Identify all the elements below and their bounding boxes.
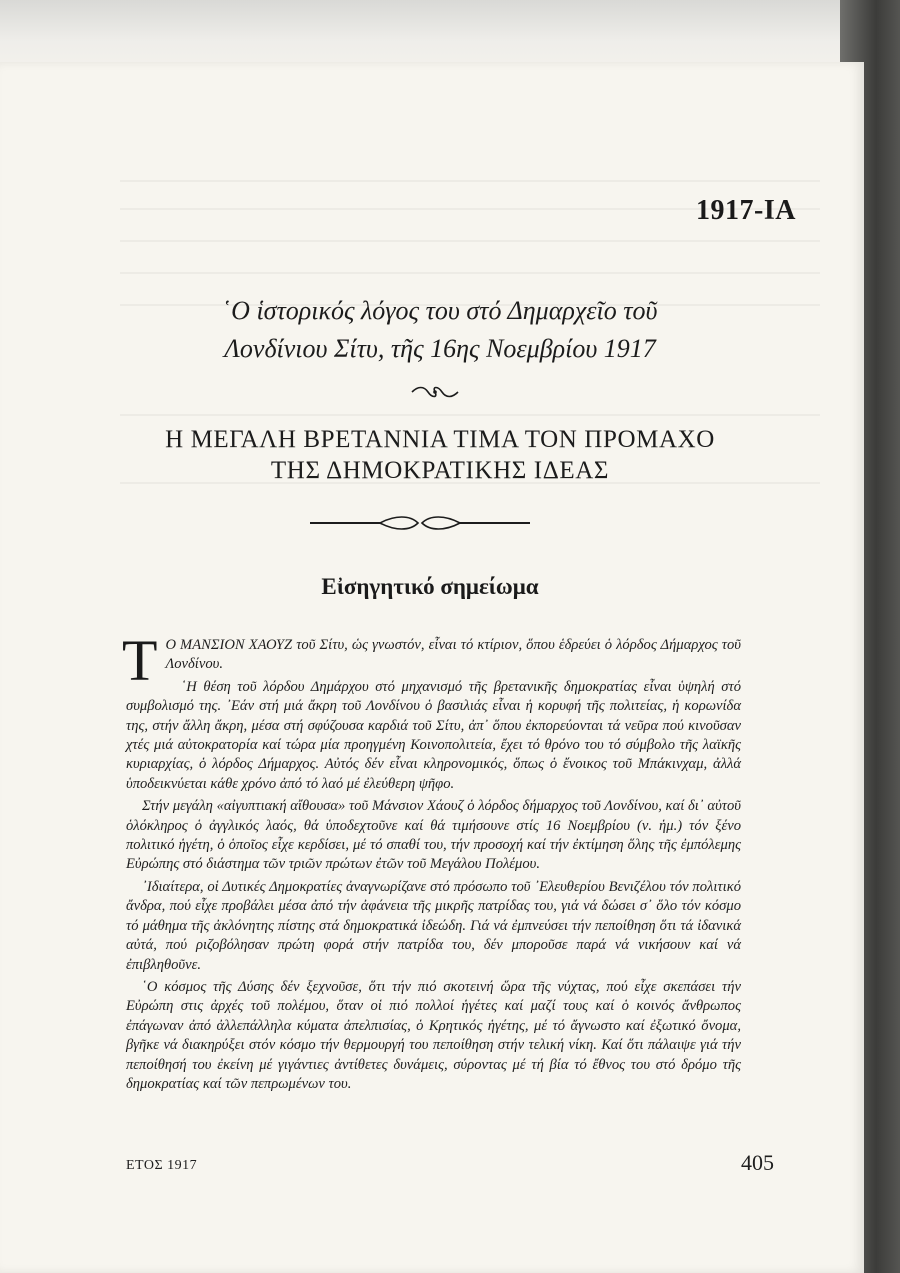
- article-body: [122, 628, 741, 1097]
- bleed-through-line: [120, 272, 820, 274]
- bleed-through-line: [120, 414, 820, 416]
- running-footer: ΕΤΟΣ 1917: [126, 1158, 198, 1173]
- speech-title: [120, 292, 760, 368]
- bleed-through-line: [120, 240, 820, 242]
- section-title: Εἰσηγητικό σημείωμα: [321, 574, 539, 599]
- headline-line: ΤΗΣ ΔΗΜΟΚΡΑΤΙΚΗΣ ΙΔΕΑΣ: [270, 457, 610, 484]
- year-heading: 1917-ΙΑ: [696, 195, 796, 226]
- paragraph: ᾿Ιδιαίτερα, οἱ Δυτικές Δημοκρατίες ἀναγνωρίζανε στό πρόσωπο τοῦ ᾿Ελευθερίου Βενιζέλου τόν πολιτικό ἄνδρα, πού εἶχε προβάλει μέσα ἀπό τήν ἀφάνεια τῆς μικρῆς πατρίδας του, γιά νά δώσει σ᾿ ὅλο τόν κόσμο τό μάθημα τῆς ἀκλόνητης πίστης στά δημοκρατικά ἰδεώδη. Γιά νά ἐμπνεύσει τήν πεποίθηση ὅτι τά ἰδανικά αὐτά, πού ριζοβόλησαν πρώτη φορά στήν πατρίδα του, δέν μποροῦσε παρά νά νικήσουν καί νά ἐπιβληθοῦνε.: [126, 878, 741, 973]
- paragraph: [122, 628, 741, 693]
- headline: [110, 424, 770, 486]
- page-number: 405: [741, 1150, 774, 1175]
- swelled-rule-ornament-icon: [310, 512, 530, 534]
- paragraph: ῾Ο κόσμος τῆς Δύσης δέν ξεχνοῦσε, ὅτι τήν πιό σκοτεινή ὥρα τῆς νύχτας, πού εἶχε σκεπάσει τήν Εὐρώπη στις ἀρχές τοῦ πολέμου, ὅταν οἱ πιό πολλοί ἡγέτες καί μαζί τους καί ὁ κοινός ἄνθρωπος ἐπάγωναν ἀπό ἀλλεπάλληλα κύματα ἀπελπισίας, ὁ Κρητικός ἡγέτης, μέ τό ἄγνωστο καί ἐξωτικό ὄνομα, βγῆκε νά διακηρύξει στόν κόσμο τήν θερμουργή του πεποίθηση στήν τελική νίκη. Καί ὅτι πάλαιψε γιά τήν πεποίθησή του ἐκείνη μέ γιγάντιες ἀντίθετες δυνάμεις, σύροντας μέ τή βία τό ἔθνος του στό δρόμο τῆς δημοκρατίας καί τῶν πεπρωμένων του.: [126, 978, 741, 1092]
- headline-line: Η ΜΕΓΑΛΗ ΒΡΕΤΑΝΝΙΑ ΤΙΜΑ ΤΟΝ ΠΡΟΜΑΧΟ: [165, 426, 715, 453]
- drop-cap: Τ: [122, 628, 158, 693]
- paragraph: ῾Η θέση τοῦ λόρδου Δημάρχου στό μηχανισμό τῆς βρετανικῆς δημοκρατίας εἶναι ὑψηλή στό συμβολισμό της. ᾿Εάν στή μιά ἄκρη τοῦ Λονδίνου ὁ βασιλιάς εἶναι ἡ κορυφή τῆς πολιτείας, ἡ κορωνίδα της, στήν ἄλλη ἄκρη, μέσα στή σφύζουσα καρδιά τοῦ Σίτυ, ἀπ᾿ ὅπου ἐκπορεύονται τά νεῦρα πού κινοῦσαν χτές μιά αὐτοκρατορία καί τώρα μία προηγμένη Κοινοπολιτεία, ἔχει τό θρόνο του τό σύμβολο τῆς λαϊκῆς κυριαρχίας, ὁ λόρδος Δήμαρχος. Αὐτός δέν εἶναι κληρονομικός, ὅπως ὁ ἔνοικος τοῦ Μπάκινχαμ, ἀλλά ὑποδεικνύεται κάθε χρόνο ἀπό τό λαό μέ ἐλεύθερη ψῆφο.: [126, 678, 741, 792]
- paragraph-text: Ο ΜΑΝΣΙΟΝ ΧΑΟΥΖ τοῦ Σίτυ, ὡς γνωστόν, εἶναι τό κτίριον, ὅπου ἑδρεύει ὁ λόρδος Δήμαρχος τοῦ Λονδίνου.: [165, 637, 741, 673]
- paragraph: Στήν μεγάλη «αἰγυπτιακή αἴθουσα» τοῦ Μάνσιον Χάουζ ὁ λόρδος δήμαρχος τοῦ Λονδίνου, καί δι᾿ αὐτοῦ ὁλόκληρος ὁ ἀγγλικός λαός, θά ὑποδεχτοῦνε καί θά τιμήσουνε στίς 16 Νοεμβρίου (ν. ἡμ.) τόν ξένο πολιτικό ἡγέτη, ὁ ὁποῖος εἶχε κερδίσει, μέ τό σπαθί του, τήν προσοχή καί τήν ἐκτίμηση ὅλης τῆς ἐμπόλεμης Εὐρώπης στό διάστημα τῶν τριῶν πρώτων ἐτῶν τοῦ Μεγάλου Πολέμου.: [126, 798, 741, 873]
- fleuron-ornament-icon: [410, 384, 460, 400]
- scanner-top-shadow: [0, 0, 900, 70]
- speech-title-line: Λονδίνιου Σίτυ, τῆς 16ης Νοεμβρίου 1917: [224, 334, 656, 363]
- speech-title-line: ῾Ο ἱστορικός λόγος του στό Δημαρχεῖο τοῦ: [222, 296, 658, 325]
- bleed-through-line: [120, 180, 820, 182]
